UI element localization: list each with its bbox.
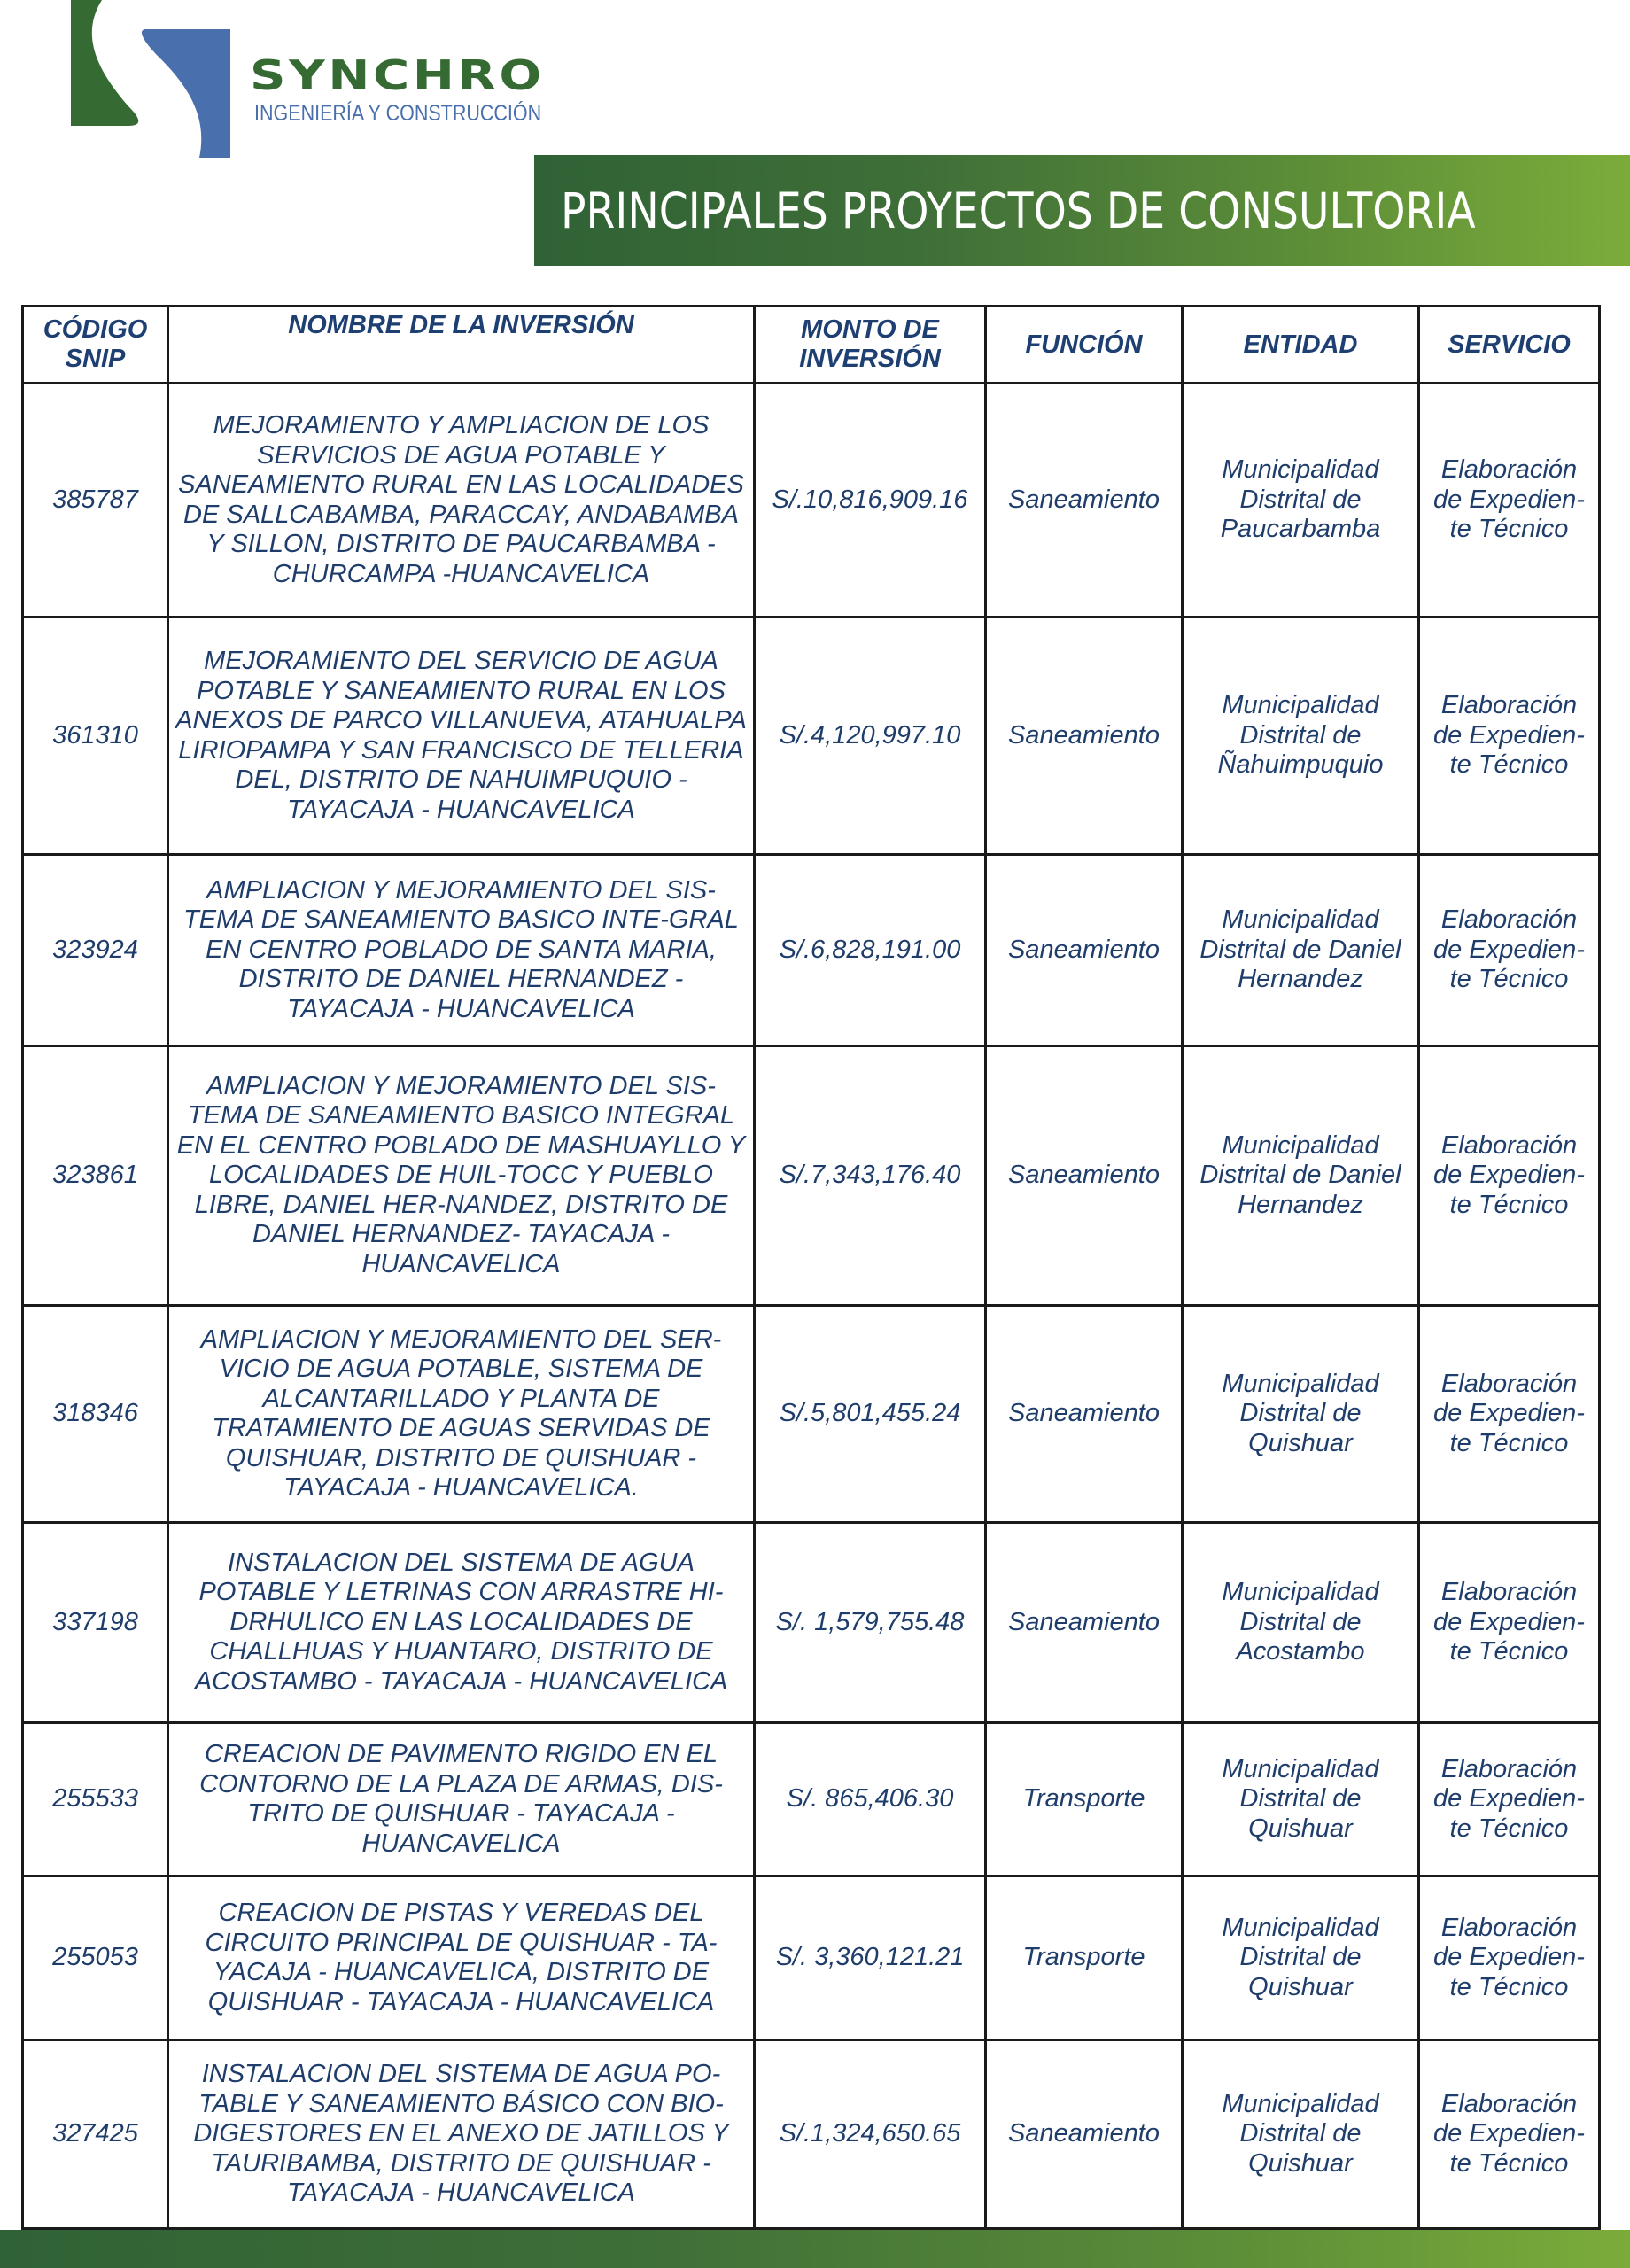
table-row [23,1523,1600,1723]
table-header-row [23,307,1600,384]
cell-monto-inversion: S/.6,828,191.00 [755,855,986,1046]
cell-codigo-snip: 318346 [23,1306,168,1523]
cell-entidad: Municipalidad Distrital de Quishuar [1183,1723,1419,1876]
cell-entidad: Municipalidad Distrital de Quishuar [1183,1876,1419,2040]
cell-codigo-snip: 327425 [23,2040,168,2229]
cell-entidad: Municipalidad Distrital de Daniel Hernandez [1183,855,1419,1046]
cell-funcion: Transporte [986,1723,1183,1876]
cell-servicio: Elaboración de Expedien-te Técnico [1419,1306,1600,1523]
cell-servicio: Elaboración de Expedien-te Técnico [1419,855,1600,1046]
cell-monto-inversion: S/. 1,579,755.48 [755,1523,986,1723]
cell-codigo-snip: 255053 [23,1876,168,2040]
cell-nombre-inversion: AMPLIACION Y MEJORAMIENTO DEL SER-VICIO DE AGUA POTABLE, SISTEMA DE ALCANTARILLADO Y PLANTA DE TRATAMIENTO DE AGUAS SERVIDAS DE QUISHUAR, DISTRITO DE QUISHUAR - TAYACAJA - HUANCAVELICA. [168,1306,755,1523]
cell-codigo-snip: 337198 [23,1523,168,1723]
cell-nombre-inversion: INSTALACION DEL SISTEMA DE AGUA POTABLE Y LETRINAS CON ARRASTRE HI-DRHULICO EN LAS LOCALIDADES DE CHALLHUAS Y HUANTARO, DISTRITO DE ACOSTAMBO - TAYACAJA - HUANCAVELICA [168,1523,755,1723]
cell-funcion: Saneamiento [986,1523,1183,1723]
table-row [23,2040,1600,2229]
table-row [23,1046,1600,1306]
cell-monto-inversion: S/. 3,360,121.21 [755,1876,986,2040]
cell-servicio: Elaboración de Expedien-te Técnico [1419,384,1600,617]
cell-nombre-inversion: INSTALACION DEL SISTEMA DE AGUA PO-TABLE Y SANEAMIENTO BÁSICO CON BIO-DIGESTORES EN EL ANEXO DE JATILLOS Y TAURIBAMBA, DISTRITO DE QUISHUAR - TAYACAJA - HUANCAVELICA [168,2040,755,2229]
cell-monto-inversion: S/. 865,406.30 [755,1723,986,1876]
projects-table [21,305,1601,2230]
cell-funcion: Saneamiento [986,617,1183,855]
cell-codigo-snip: 323861 [23,1046,168,1306]
table-row [23,384,1600,617]
cell-funcion: Saneamiento [986,1046,1183,1306]
cell-monto-inversion: S/.7,343,176.40 [755,1046,986,1306]
table-row [23,1306,1600,1523]
cell-funcion: Saneamiento [986,2040,1183,2229]
cell-entidad: Municipalidad Distrital de Daniel Hernandez [1183,1046,1419,1306]
cell-nombre-inversion: CREACION DE PAVIMENTO RIGIDO EN EL CONTORNO DE LA PLAZA DE ARMAS, DIS-TRITO DE QUISHUAR - TAYACAJA - HUANCAVELICA [168,1723,755,1876]
cell-funcion: Saneamiento [986,855,1183,1046]
table-row [23,1723,1600,1876]
cell-funcion: Transporte [986,1876,1183,2040]
cell-entidad: Municipalidad Distrital de Acostambo [1183,1523,1419,1723]
table-row [23,617,1600,855]
table-row [23,855,1600,1046]
cell-monto-inversion: S/.1,324,650.65 [755,2040,986,2229]
cell-servicio: Elaboración de Expedien-te Técnico [1419,1046,1600,1306]
cell-codigo-snip: 323924 [23,855,168,1046]
cell-nombre-inversion: AMPLIACION Y MEJORAMIENTO DEL SIS-TEMA DE SANEAMIENTO BASICO INTE-GRAL EN CENTRO POBLADO DE SANTA MARIA, DISTRITO DE DANIEL HERNANDEZ - TAYACAJA - HUANCAVELICA [168,855,755,1046]
cell-servicio: Elaboración de Expedien-te Técnico [1419,617,1600,855]
footer-band [0,2230,1630,2268]
header-entidad: ENTIDAD [1183,307,1419,384]
cell-nombre-inversion: AMPLIACION Y MEJORAMIENTO DEL SIS-TEMA DE SANEAMIENTO BASICO INTEGRAL EN EL CENTRO POBLADO DE MASHUAYLLO Y LOCALIDADES DE HUIL-TOCC Y PUEBLO LIBRE, DANIEL HER-NANDEZ, DISTRITO DE DANIEL HERNANDEZ- TAYACAJA - HUANCAVELICA [168,1046,755,1306]
header-codigo-snip: CÓDIGO SNIP [23,307,168,384]
title-banner [534,155,1630,266]
cell-codigo-snip: 255533 [23,1723,168,1876]
cell-monto-inversion: S/.4,120,997.10 [755,617,986,855]
cell-monto-inversion: S/.10,816,909.16 [755,384,986,617]
header-servicio: SERVICIO [1419,307,1600,384]
cell-funcion: Saneamiento [986,384,1183,617]
cell-codigo-snip: 385787 [23,384,168,617]
cell-servicio: Elaboración de Expedien-te Técnico [1419,1723,1600,1876]
cell-nombre-inversion: MEJORAMIENTO DEL SERVICIO DE AGUA POTABLE Y SANEAMIENTO RURAL EN LOS ANEXOS DE PARCO VILLANUEVA, ATAHUALPA LIRIOPAMPA Y SAN FRANCISCO DE TELLERIA DEL, DISTRITO DE NAHUIMPUQUIO - TAYACAJA - HUANCAVELICA [168,617,755,855]
synchro-logo-icon [53,0,248,158]
cell-codigo-snip: 361310 [23,617,168,855]
cell-entidad: Municipalidad Distrital de Quishuar [1183,1306,1419,1523]
brand-tagline: INGENIERÍA Y CONSTRUCCIÓN [254,101,542,126]
header-funcion: FUNCIÓN [986,307,1183,384]
cell-funcion: Saneamiento [986,1306,1183,1523]
cell-servicio: Elaboración de Expedien-te Técnico [1419,1523,1600,1723]
cell-entidad: Municipalidad Distrital de Quishuar [1183,2040,1419,2229]
brand-name: SYNCHRO [250,51,545,99]
header-nombre-inversion: NOMBRE DE LA INVERSIÓN [168,307,755,384]
cell-nombre-inversion: MEJORAMIENTO Y AMPLIACION DE LOS SERVICIOS DE AGUA POTABLE Y SANEAMIENTO RURAL EN LAS LOCALIDADES DE SALLCABAMBA, PARACCAY, ANDABAMBA Y SILLON, DISTRITO DE PAUCARBAMBA - CHURCAMPA -HUANCAVELICA [168,384,755,617]
cell-nombre-inversion: CREACION DE PISTAS Y VEREDAS DEL CIRCUITO PRINCIPAL DE QUISHUAR - TA-YACAJA - HUANCAVELICA, DISTRITO DE QUISHUAR - TAYACAJA - HUANCAVELICA [168,1876,755,2040]
page-title: PRINCIPALES PROYECTOS DE CONSULTORIA [561,182,1476,239]
header-monto-inversion: MONTO DE INVERSIÓN [755,307,986,384]
table-row [23,1876,1600,2040]
cell-monto-inversion: S/.5,801,455.24 [755,1306,986,1523]
cell-servicio: Elaboración de Expedien-te Técnico [1419,2040,1600,2229]
cell-entidad: Municipalidad Distrital de Ñahuimpuquio [1183,617,1419,855]
cell-entidad: Municipalidad Distrital de Paucarbamba [1183,384,1419,617]
cell-servicio: Elaboración de Expedien-te Técnico [1419,1876,1600,2040]
